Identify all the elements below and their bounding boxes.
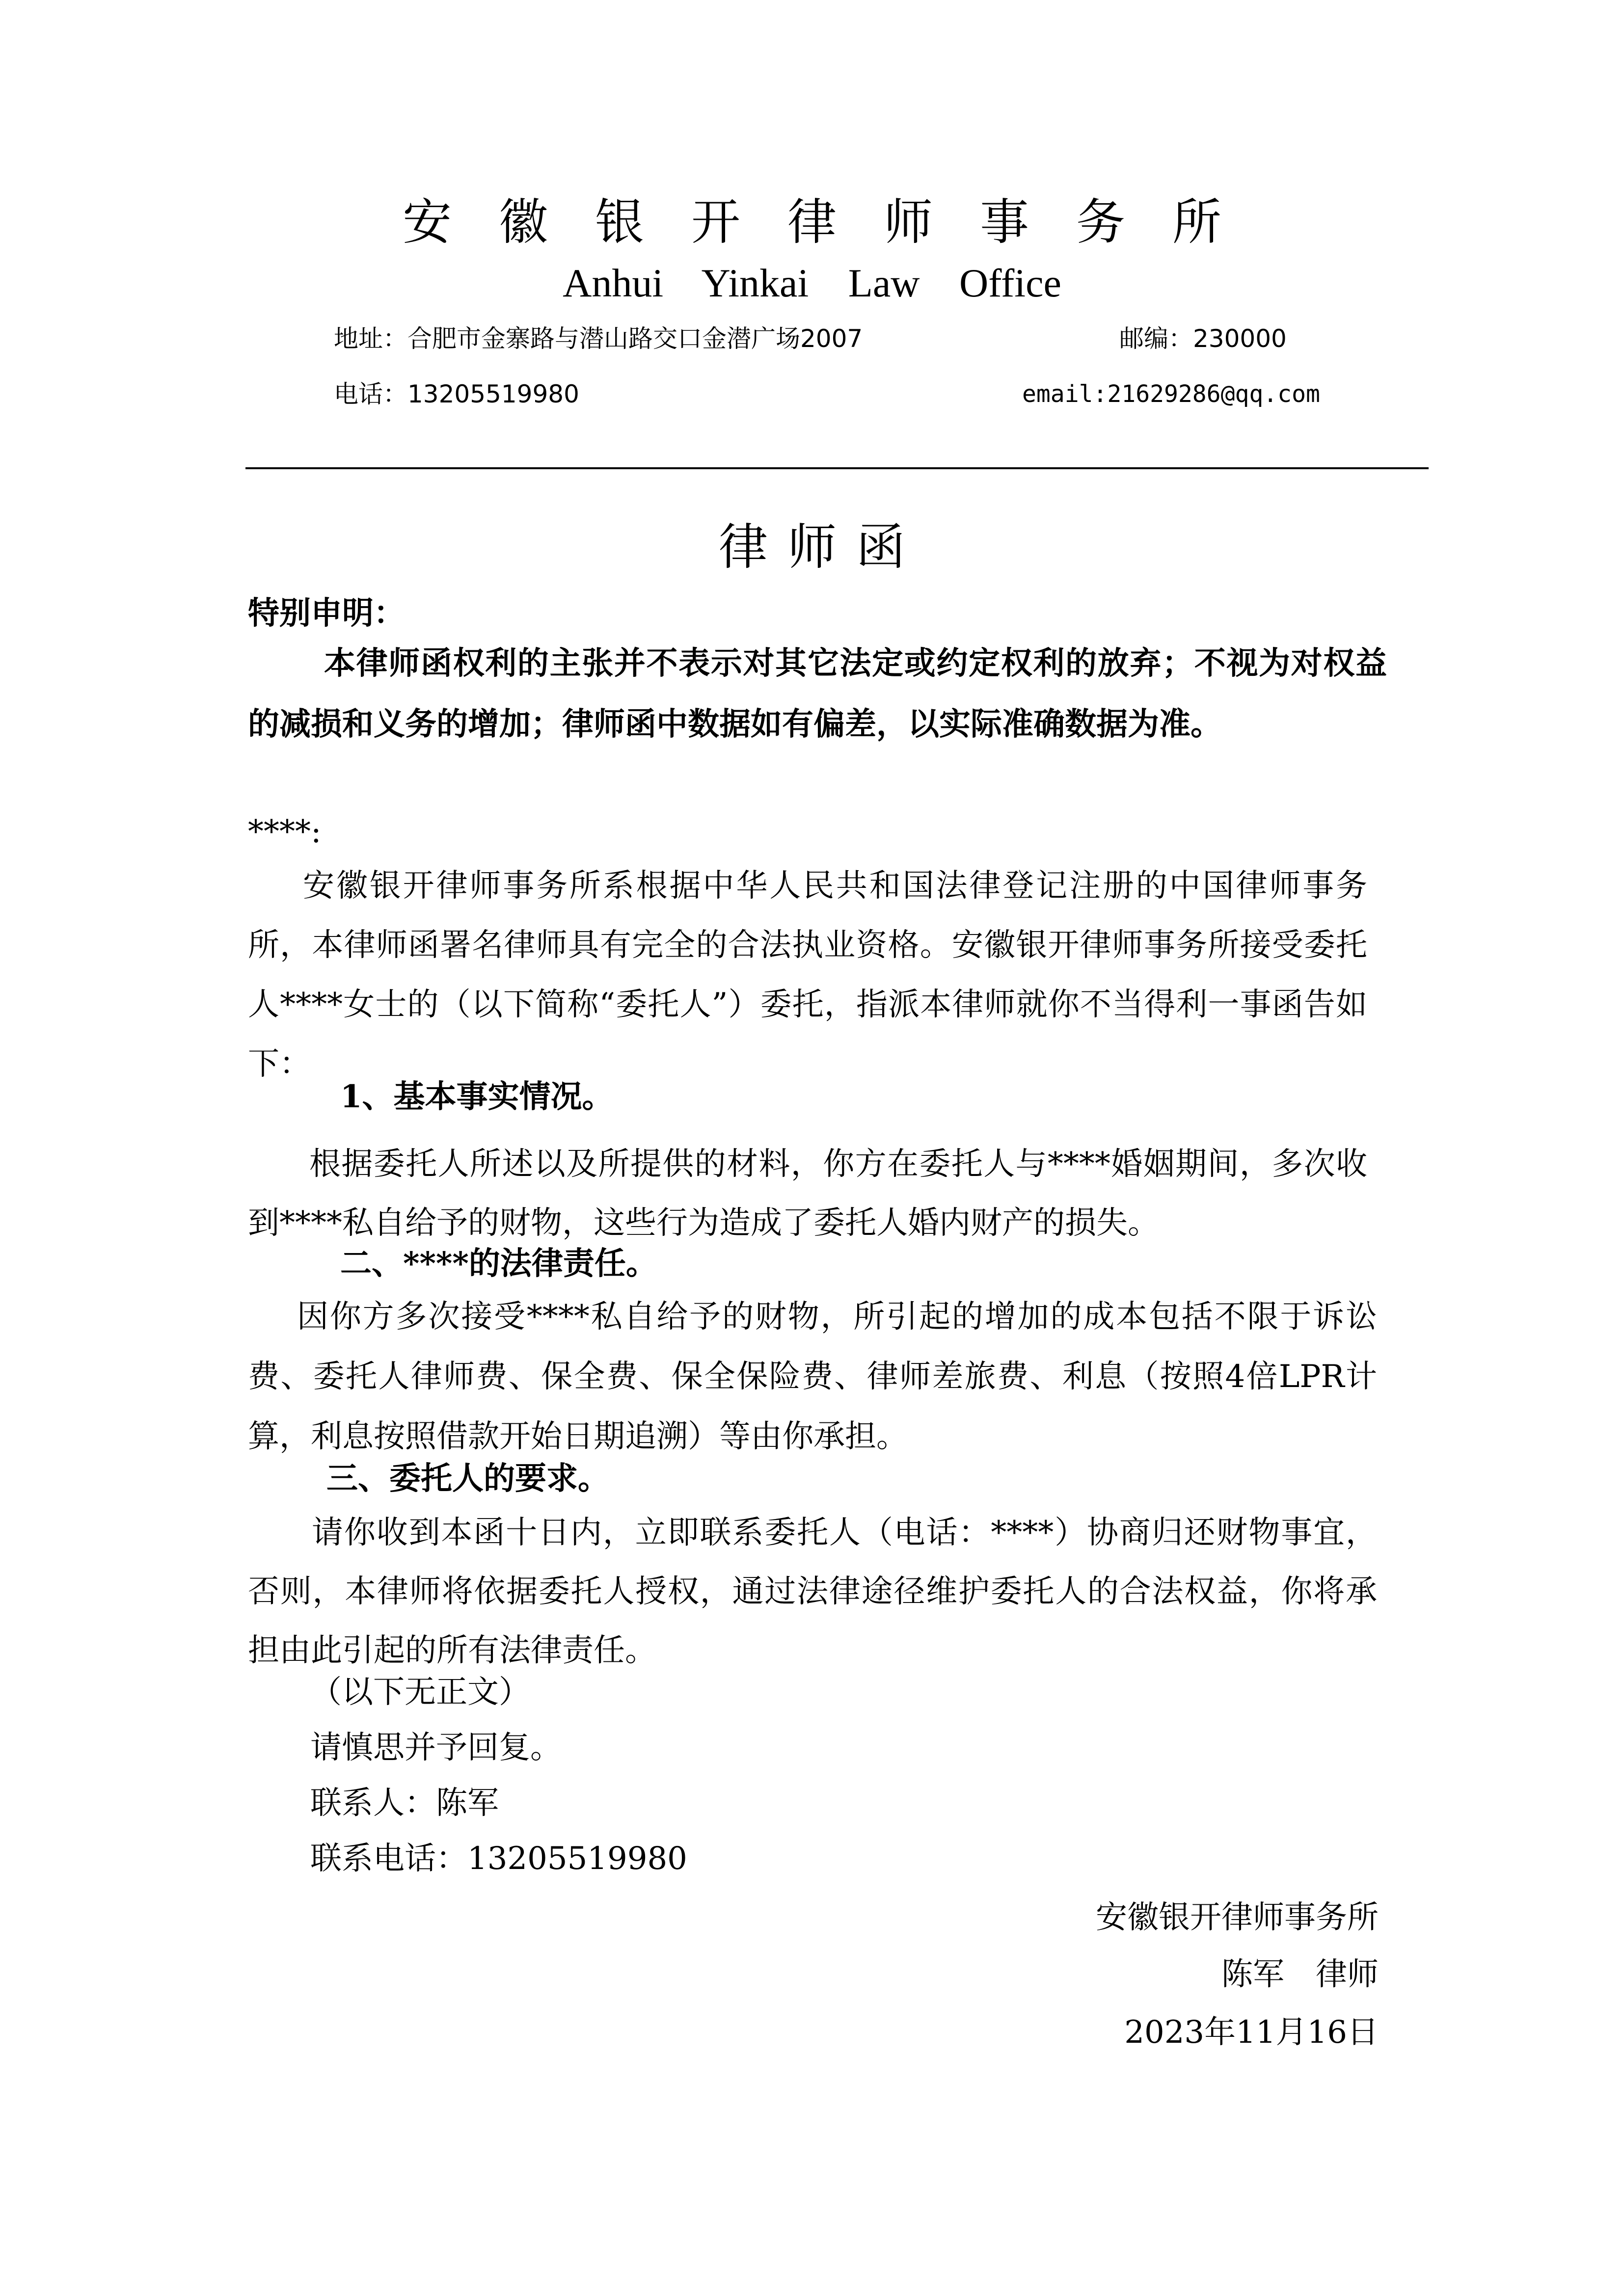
firm-name-chinese: 安徽银开律师事务所: [403, 193, 1269, 251]
section-2-heading: 二、****的法律责任。: [340, 1245, 657, 1282]
header-divider: [245, 467, 1429, 469]
firm-phone: 电话：13205519980: [334, 380, 579, 408]
section-3-text: 请你收到本函十日内，立即联系委托人（电话：****）协商归还财物事宜，否则，本律师将依据委托人授权，通过法律途径维护委托人的合法权益，你将承担由此引起的所有法律责任。: [248, 1515, 1377, 1669]
signature-date: 2023年11月16日: [1124, 2014, 1379, 2051]
firm-address: 地址：合肥市金寨路与潜山路交口金潜广场2007: [334, 324, 863, 353]
letter-title: 律师函: [719, 518, 925, 576]
firm-postcode: 邮编：230000: [1119, 324, 1287, 353]
request-reply: 请慎思并予回复。: [310, 1730, 562, 1766]
no-more-text: （以下无正文）: [310, 1674, 530, 1710]
section-1-text: 根据委托人所述以及所提供的材料，你方在委托人与****婚姻期间，多次收到****私自给予的财物，这些行为造成了委托人婚内财产的损失。: [248, 1146, 1367, 1241]
special-notice-text: 本律师函权利的主张并不表示对其它法定或约定权利的放弃；不视为对权益的减损和义务的增加；律师函中数据如有偏差，以实际准确数据为准。: [248, 645, 1387, 743]
signature-firm: 安徽银开律师事务所: [1096, 1899, 1379, 1936]
section-2-text: 因你方多次接受****私自给予的财物，所引起的增加的成本包括不限于诉讼费、委托人律师费、保全费、保全保险费、律师差旅费、利息（按照4倍LPR计算，利息按照借款开始日期追溯）等由你承担。: [248, 1299, 1377, 1455]
salutation: ****:: [248, 814, 322, 850]
section-1-heading: 1、基本事实情况。: [340, 1078, 614, 1115]
signature-lawyer: 陈军 律师: [1221, 1956, 1379, 1993]
special-notice-heading: 特别申明：: [248, 595, 405, 632]
section-3-heading: 三、委托人的要求。: [326, 1460, 609, 1497]
intro-paragraph: 安徽银开律师事务所系根据中华人民共和国法律登记注册的中国律师事务所，本律师函署名律师具有完全的合法执业资格。安徽银开律师事务所接受委托人****女士的（以下简称“委托人”）委托，指派本律师就你不当得利一事函告如下：: [248, 868, 1367, 1082]
firm-name-english: Anhui Yinkai Law Office: [563, 261, 1061, 305]
firm-email: email:21629286@qq.com: [1022, 380, 1320, 408]
contact-phone: 联系电话：13205519980: [310, 1841, 687, 1877]
contact-person: 联系人：陈军: [310, 1785, 499, 1821]
